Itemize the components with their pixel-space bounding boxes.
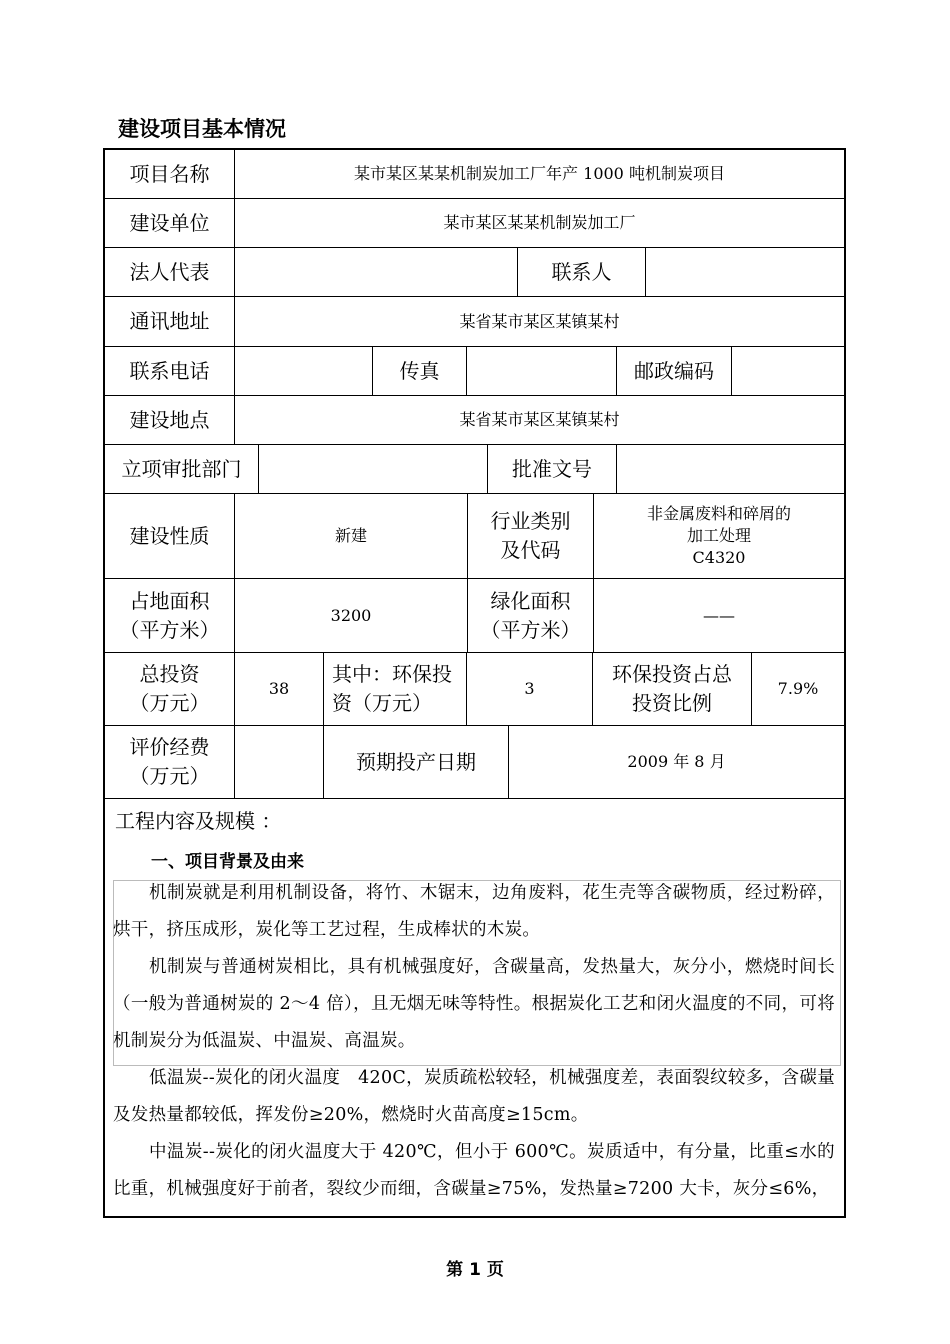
invest-value: 38 — [234, 653, 323, 725]
env-invest-value: 3 — [466, 653, 592, 725]
row-project-name — [105, 150, 844, 199]
contact-value — [645, 248, 844, 296]
ratio-label-line1: 环保投资占总 — [612, 662, 732, 686]
area-label — [105, 579, 234, 652]
eval-fee-label-line1: 评价经费 — [129, 735, 210, 759]
row-site — [105, 396, 844, 445]
project-name-value: 某市某区某某机制炭加工厂年产 1000 吨机制炭项目 — [234, 150, 844, 198]
invest-label-line2: （万元） — [129, 691, 210, 715]
postcode-label: 邮政编码 — [616, 347, 731, 395]
legal-rep-label: 法人代表 — [129, 259, 210, 284]
site-value: 某省某市某区某镇某村 — [234, 396, 844, 444]
area-value: 3200 — [234, 579, 467, 652]
industry-value-line1: 非金属废料和碎屑的 — [646, 504, 791, 523]
address-value: 某省某市某区某镇某村 — [234, 297, 844, 346]
eval-fee-label — [105, 726, 234, 798]
nature-value: 新建 — [234, 494, 467, 578]
invest-label — [105, 653, 234, 725]
nature-label: 建设性质 — [129, 523, 210, 548]
green-label — [467, 579, 593, 652]
row-builder — [105, 199, 844, 248]
ratio-label — [592, 653, 751, 725]
row-address — [105, 297, 844, 347]
fax-value — [466, 347, 616, 395]
green-label-line2: （平方米） — [480, 617, 581, 642]
ratio-value: 7.9% — [751, 653, 844, 725]
row-legal-rep — [105, 248, 844, 297]
site-label: 建设地点 — [129, 407, 210, 432]
industry-label-line2: 及代码 — [500, 538, 561, 562]
approval-dept-value — [258, 445, 487, 493]
row-eval-fee — [105, 726, 844, 799]
phone-value — [234, 347, 372, 395]
postcode-value — [731, 347, 844, 395]
paragraph-3: 低温炭--炭化的闭火温度 420C，炭质疏松较轻，机械强度差，表面裂纹较多，含碳量及发热量都较低，挥发份≥20%，燃烧时火苗高度≥15cm。 — [113, 1068, 835, 1125]
row-area — [105, 579, 844, 653]
row-investment — [105, 653, 844, 726]
area-label-line1: 占地面积 — [129, 588, 210, 613]
industry-value — [593, 494, 844, 578]
industry-code: C4320 — [692, 548, 746, 567]
invest-label-line1: 总投资 — [139, 662, 200, 686]
approval-no-value — [616, 445, 844, 493]
builder-value: 某市某区某某机制炭加工厂 — [234, 199, 844, 247]
paragraph-1: 机制炭就是利用机制设备，将竹、木锯末，边角废料，花生壳等含碳物质，经过粉碎，烘干，挤压成形，炭化等工艺过程，生成棒状的木炭。 — [113, 883, 835, 940]
industry-value-line2: 加工处理 — [686, 526, 751, 545]
paragraph-2: 机制炭与普通树炭相比，具有机械强度好，含碳量高，发热量大，灰分小，燃烧时间长（一般为普通树炭的 2～4 倍），且无烟无味等特性。根据炭化工艺和闭火温度的不同，可将机制炭分为低温炭、中温炭、高温炭。 — [113, 957, 835, 1051]
row-approval — [105, 445, 844, 494]
area-label-line2: （平方米） — [119, 617, 220, 642]
start-date-value: 2009 年 8 月 — [508, 726, 844, 798]
env-invest-label — [323, 653, 466, 725]
env-invest-label-line1: 其中：环保投 — [332, 662, 452, 686]
env-invest-label-line2: 资（万元） — [332, 691, 432, 715]
legal-rep-value — [234, 248, 517, 296]
section-title: 建设项目基本情况 — [118, 117, 286, 141]
approval-no-label: 批准文号 — [487, 445, 616, 493]
project-info-table — [103, 148, 846, 1218]
row-phone — [105, 347, 844, 396]
ratio-label-line2: 投资比例 — [632, 691, 712, 715]
approval-dept-label: 立项审批部门 — [121, 456, 242, 481]
industry-label-line1: 行业类别 — [490, 509, 571, 533]
eval-fee-label-line2: （万元） — [129, 764, 210, 788]
row-nature — [105, 494, 844, 579]
fax-label: 传真 — [372, 347, 466, 395]
green-value: —— — [593, 579, 844, 652]
eval-fee-value — [234, 726, 323, 798]
industry-label — [467, 494, 593, 578]
paragraph-4: 中温炭--炭化的闭火温度大于 420℃，但小于 600℃。炭质适中，有分量，比重≤水的比重，机械强度好于前者，裂纹少而细，含碳量≥75%，发热量≥7200 大卡，灰分≤6%， — [113, 1142, 835, 1199]
start-date-label: 预期投产日期 — [323, 726, 508, 798]
content-heading: 工程内容及规模 ： — [115, 809, 282, 833]
builder-label: 建设单位 — [129, 210, 210, 235]
green-label-line1: 绿化面积 — [490, 588, 571, 613]
page-number: 第 1 页 — [446, 1260, 504, 1280]
content-subheading: 一、项目背景及由来 — [151, 852, 304, 872]
contact-label: 联系人 — [517, 248, 645, 296]
project-name-label: 项目名称 — [129, 161, 210, 186]
phone-label: 联系电话 — [129, 358, 210, 383]
address-label: 通讯地址 — [129, 309, 210, 333]
